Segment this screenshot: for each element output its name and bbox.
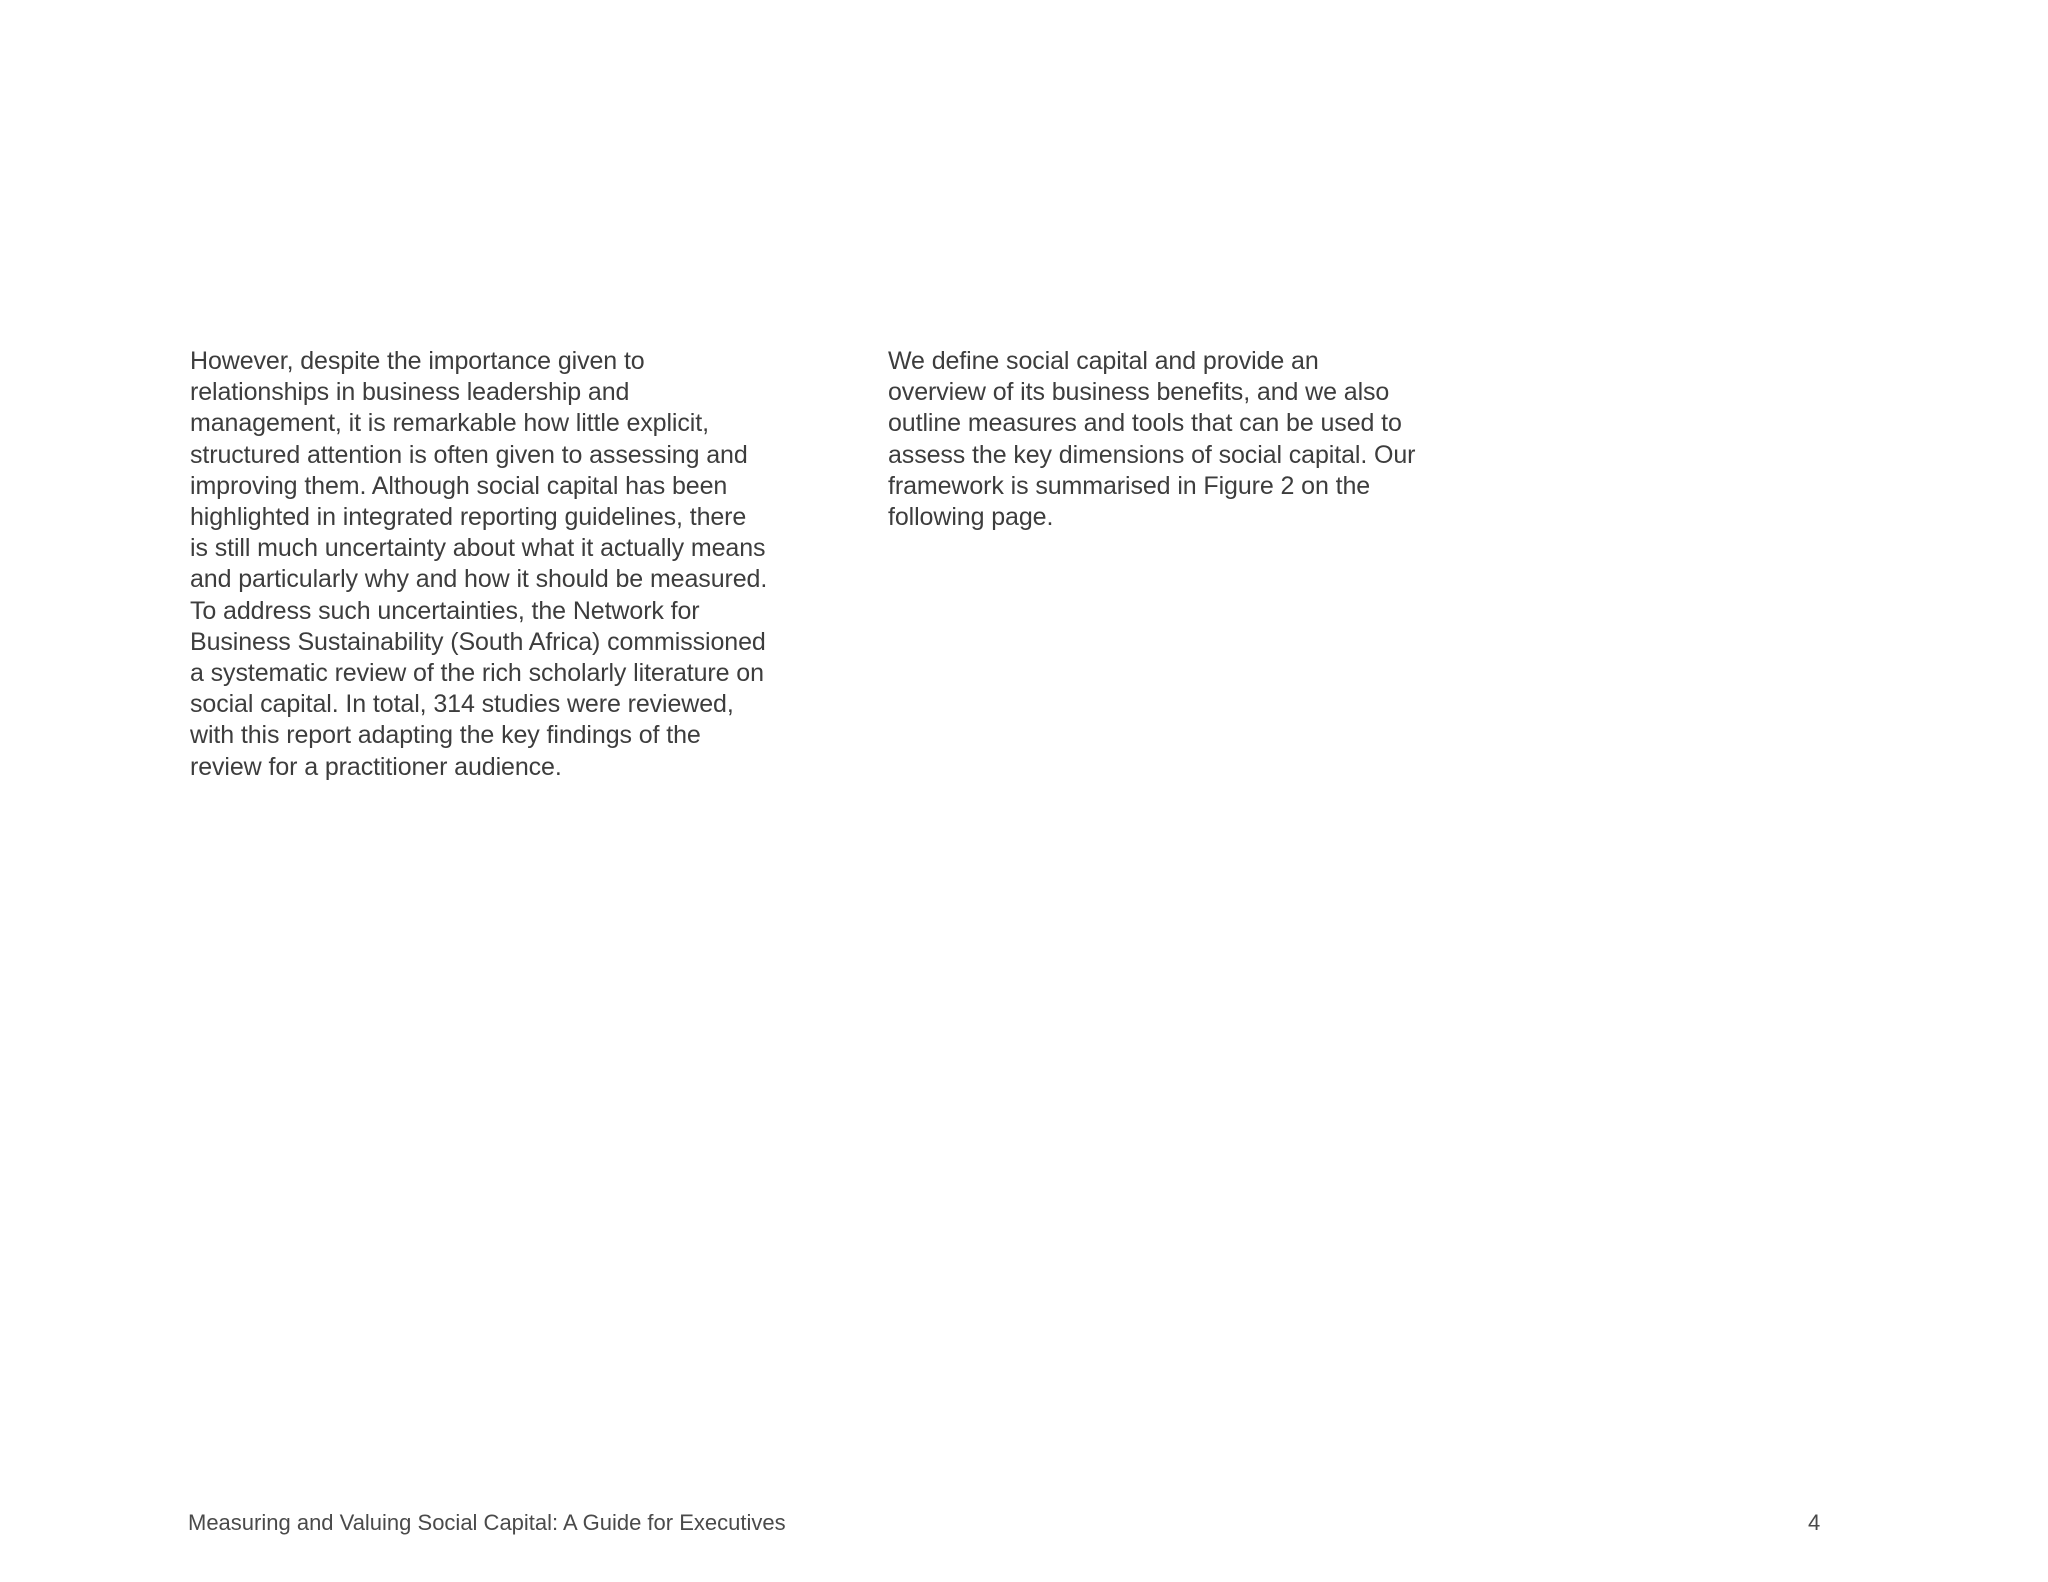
text-line: highlighted in integrated reporting guidelines, there [190,503,747,532]
text-line: with this report adapting the key findings of the [190,721,701,750]
text-line: a systematic review of the rich scholarly literature on [190,659,764,688]
body-column-right [888,346,1488,533]
text-line: and particularly why and how it should be measured. [190,565,768,594]
text-line: To address such uncertainties, the Network for [190,596,700,625]
text-line: framework is summarised in Figure 2 on the [888,471,1371,500]
text-line: overview of its business benefits, and we also [888,378,1390,407]
text-line: structured attention is often given to assessing and [190,440,748,469]
text-line: following page. [888,503,1054,532]
text-line: outline measures and tools that can be used to [888,409,1402,438]
body-column-left [190,346,830,783]
paragraph-left [190,346,830,783]
text-line: is still much uncertainty about what it actually means [190,534,766,563]
text-line: assess the key dimensions of social capital. Our [888,440,1416,469]
text-line: review for a practitioner audience. [190,752,562,781]
paragraph-right [888,346,1488,533]
text-line: relationships in business leadership and [190,378,630,407]
text-line: However, despite the importance given to [190,347,645,375]
text-line: Business Sustainability (South Africa) commissioned [190,627,766,656]
text-line: social capital. In total, 314 studies were reviewed, [190,690,734,719]
text-line: improving them. Although social capital has been [190,471,728,500]
text-line: management, it is remarkable how little explicit, [190,409,709,438]
footer-document-title: Measuring and Valuing Social Capital: A Guide for Executives [188,1510,786,1535]
footer-page-number: 4 [1808,1510,1821,1535]
text-line: We define social capital and provide an [888,347,1319,375]
